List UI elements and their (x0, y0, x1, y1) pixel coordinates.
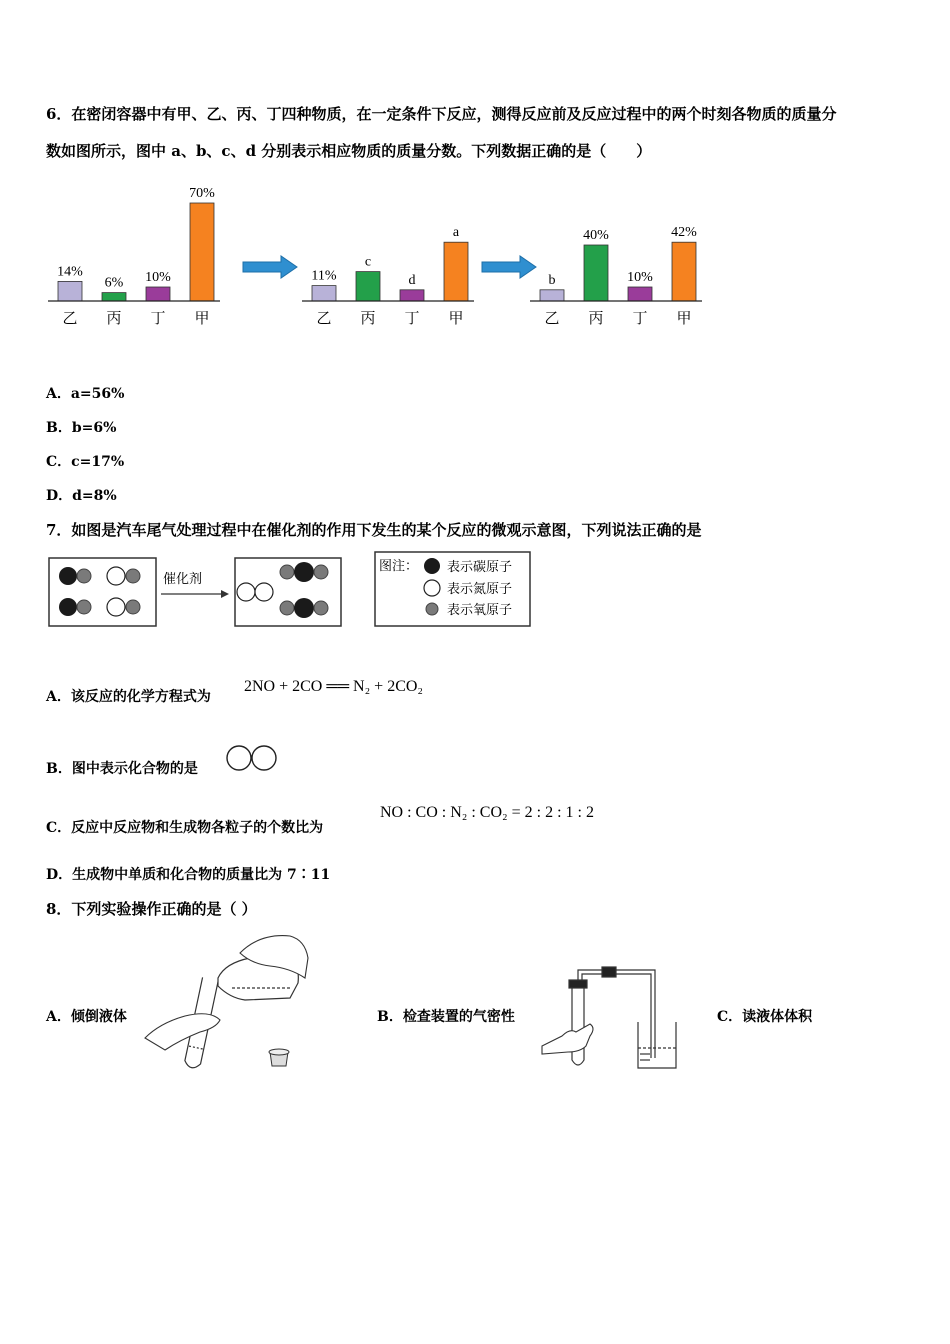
category-label: 丙 (106, 311, 122, 327)
bar-label: a (452, 225, 460, 241)
q7-option-b: B．图中表示化合物的是 (46, 761, 198, 777)
bar-label: d (408, 272, 416, 288)
bar-label: 10% (145, 270, 171, 285)
arrow-icon (482, 256, 536, 278)
chart-during (302, 225, 474, 327)
legend-carbon: 表示碳原子 (447, 559, 513, 574)
bar-丙 (102, 293, 126, 301)
category-label: 甲 (676, 311, 692, 327)
category-label: 甲 (194, 311, 210, 327)
q7-option-d: D．生成物中单质和化合物的质量比为 7∶11 (46, 867, 331, 883)
q8-option-b: B．检查装置的气密性 (377, 1009, 515, 1025)
legend-nitrogen: 表示氮原子 (447, 581, 513, 596)
bar-甲 (190, 203, 214, 301)
q7-stem: 7．如图是汽车尾气处理过程中在催化剂的作用下发生的某个反应的微观示意图，下列说法正确的是 (46, 521, 702, 539)
n2-molecule-icon (224, 742, 280, 774)
q6-option-d: D．d=8% (46, 488, 117, 504)
bar-甲 (672, 242, 696, 301)
q7-option-a (46, 686, 211, 706)
oxygen-atom-icon (426, 603, 438, 615)
reaction-arrow-icon (221, 590, 229, 598)
q6-option-a: A．a=56% (46, 386, 125, 402)
co2-molecule (280, 562, 328, 582)
bar-丁 (628, 287, 652, 301)
q6-stem-line2: 数如图所示，图中 a、b、c、d 分别表示相应物质的质量分数。下列数据正确的是（ ） (46, 142, 652, 160)
bar-label: c (364, 254, 372, 270)
bar-label: 14% (57, 264, 83, 280)
bar-丁 (146, 287, 170, 301)
bar-乙 (312, 286, 336, 301)
q8-stem: 8．下列实验操作正确的是（ ） (46, 900, 257, 918)
q7-micro-diagram (45, 550, 545, 632)
q8-option-c: C．读液体体积 (717, 1009, 813, 1025)
legend-title: 图注： (379, 558, 419, 573)
q7-option-a-equation: 2NO + 2CO ══ N₂ + 2CO₂ (244, 678, 423, 695)
chart-after (530, 225, 702, 327)
category-label: 甲 (448, 311, 464, 327)
carbon-atom-icon (424, 558, 440, 574)
category-label: 乙 (316, 311, 332, 327)
q6-option-b: B．b=6% (46, 420, 117, 436)
bar-label: 10% (627, 270, 653, 285)
bar-label: 40% (583, 228, 609, 243)
catalyst-label: 催化剂 (163, 571, 203, 586)
q6-bar-charts (40, 175, 740, 335)
q6-stem-line1: 6．在密闭容器中有甲、乙、丙、丁四种物质，在一定条件下反应，测得反应前及反应过程中的两个时刻各物质的质量分 (46, 105, 837, 123)
q7-option-a-text: A．该反应的化学方程式为 (46, 689, 211, 705)
bar-label: 6% (104, 275, 124, 291)
bar-丙 (356, 272, 380, 301)
category-label: 丙 (588, 311, 604, 327)
category-label: 丁 (150, 311, 166, 327)
chart-before (48, 186, 220, 327)
bar-丙 (584, 245, 608, 301)
bar-乙 (540, 290, 564, 301)
category-label: 丁 (404, 311, 420, 327)
category-label: 丙 (360, 311, 376, 327)
pouring-liquid-illustration (140, 928, 310, 1078)
bar-label: b (548, 272, 556, 288)
bar-label: 42% (671, 225, 697, 241)
category-label: 乙 (62, 311, 78, 327)
q7-option-c: C．反应中反应物和生成物各粒子的个数比为 (46, 820, 324, 836)
airtightness-check-illustration (540, 962, 690, 1074)
arrow-icon (243, 256, 297, 278)
category-label: 乙 (544, 311, 560, 327)
q8-option-a: A．倾倒液体 (46, 1009, 127, 1025)
bar-乙 (58, 281, 82, 301)
q7-option-c-ratio: NO : CO : N₂ : CO₂ = 2 : 2 : 1 : 2 (380, 804, 594, 821)
category-label: 丁 (632, 311, 648, 327)
legend-oxygen: 表示氧原子 (447, 602, 513, 617)
bar-label: 11% (311, 268, 337, 284)
q6-option-c: C．c=17% (46, 454, 125, 470)
nitrogen-atom-icon (424, 580, 440, 596)
bar-label: 70% (189, 186, 215, 201)
bar-甲 (444, 242, 468, 301)
bar-丁 (400, 290, 424, 301)
co2-molecule (280, 598, 328, 618)
